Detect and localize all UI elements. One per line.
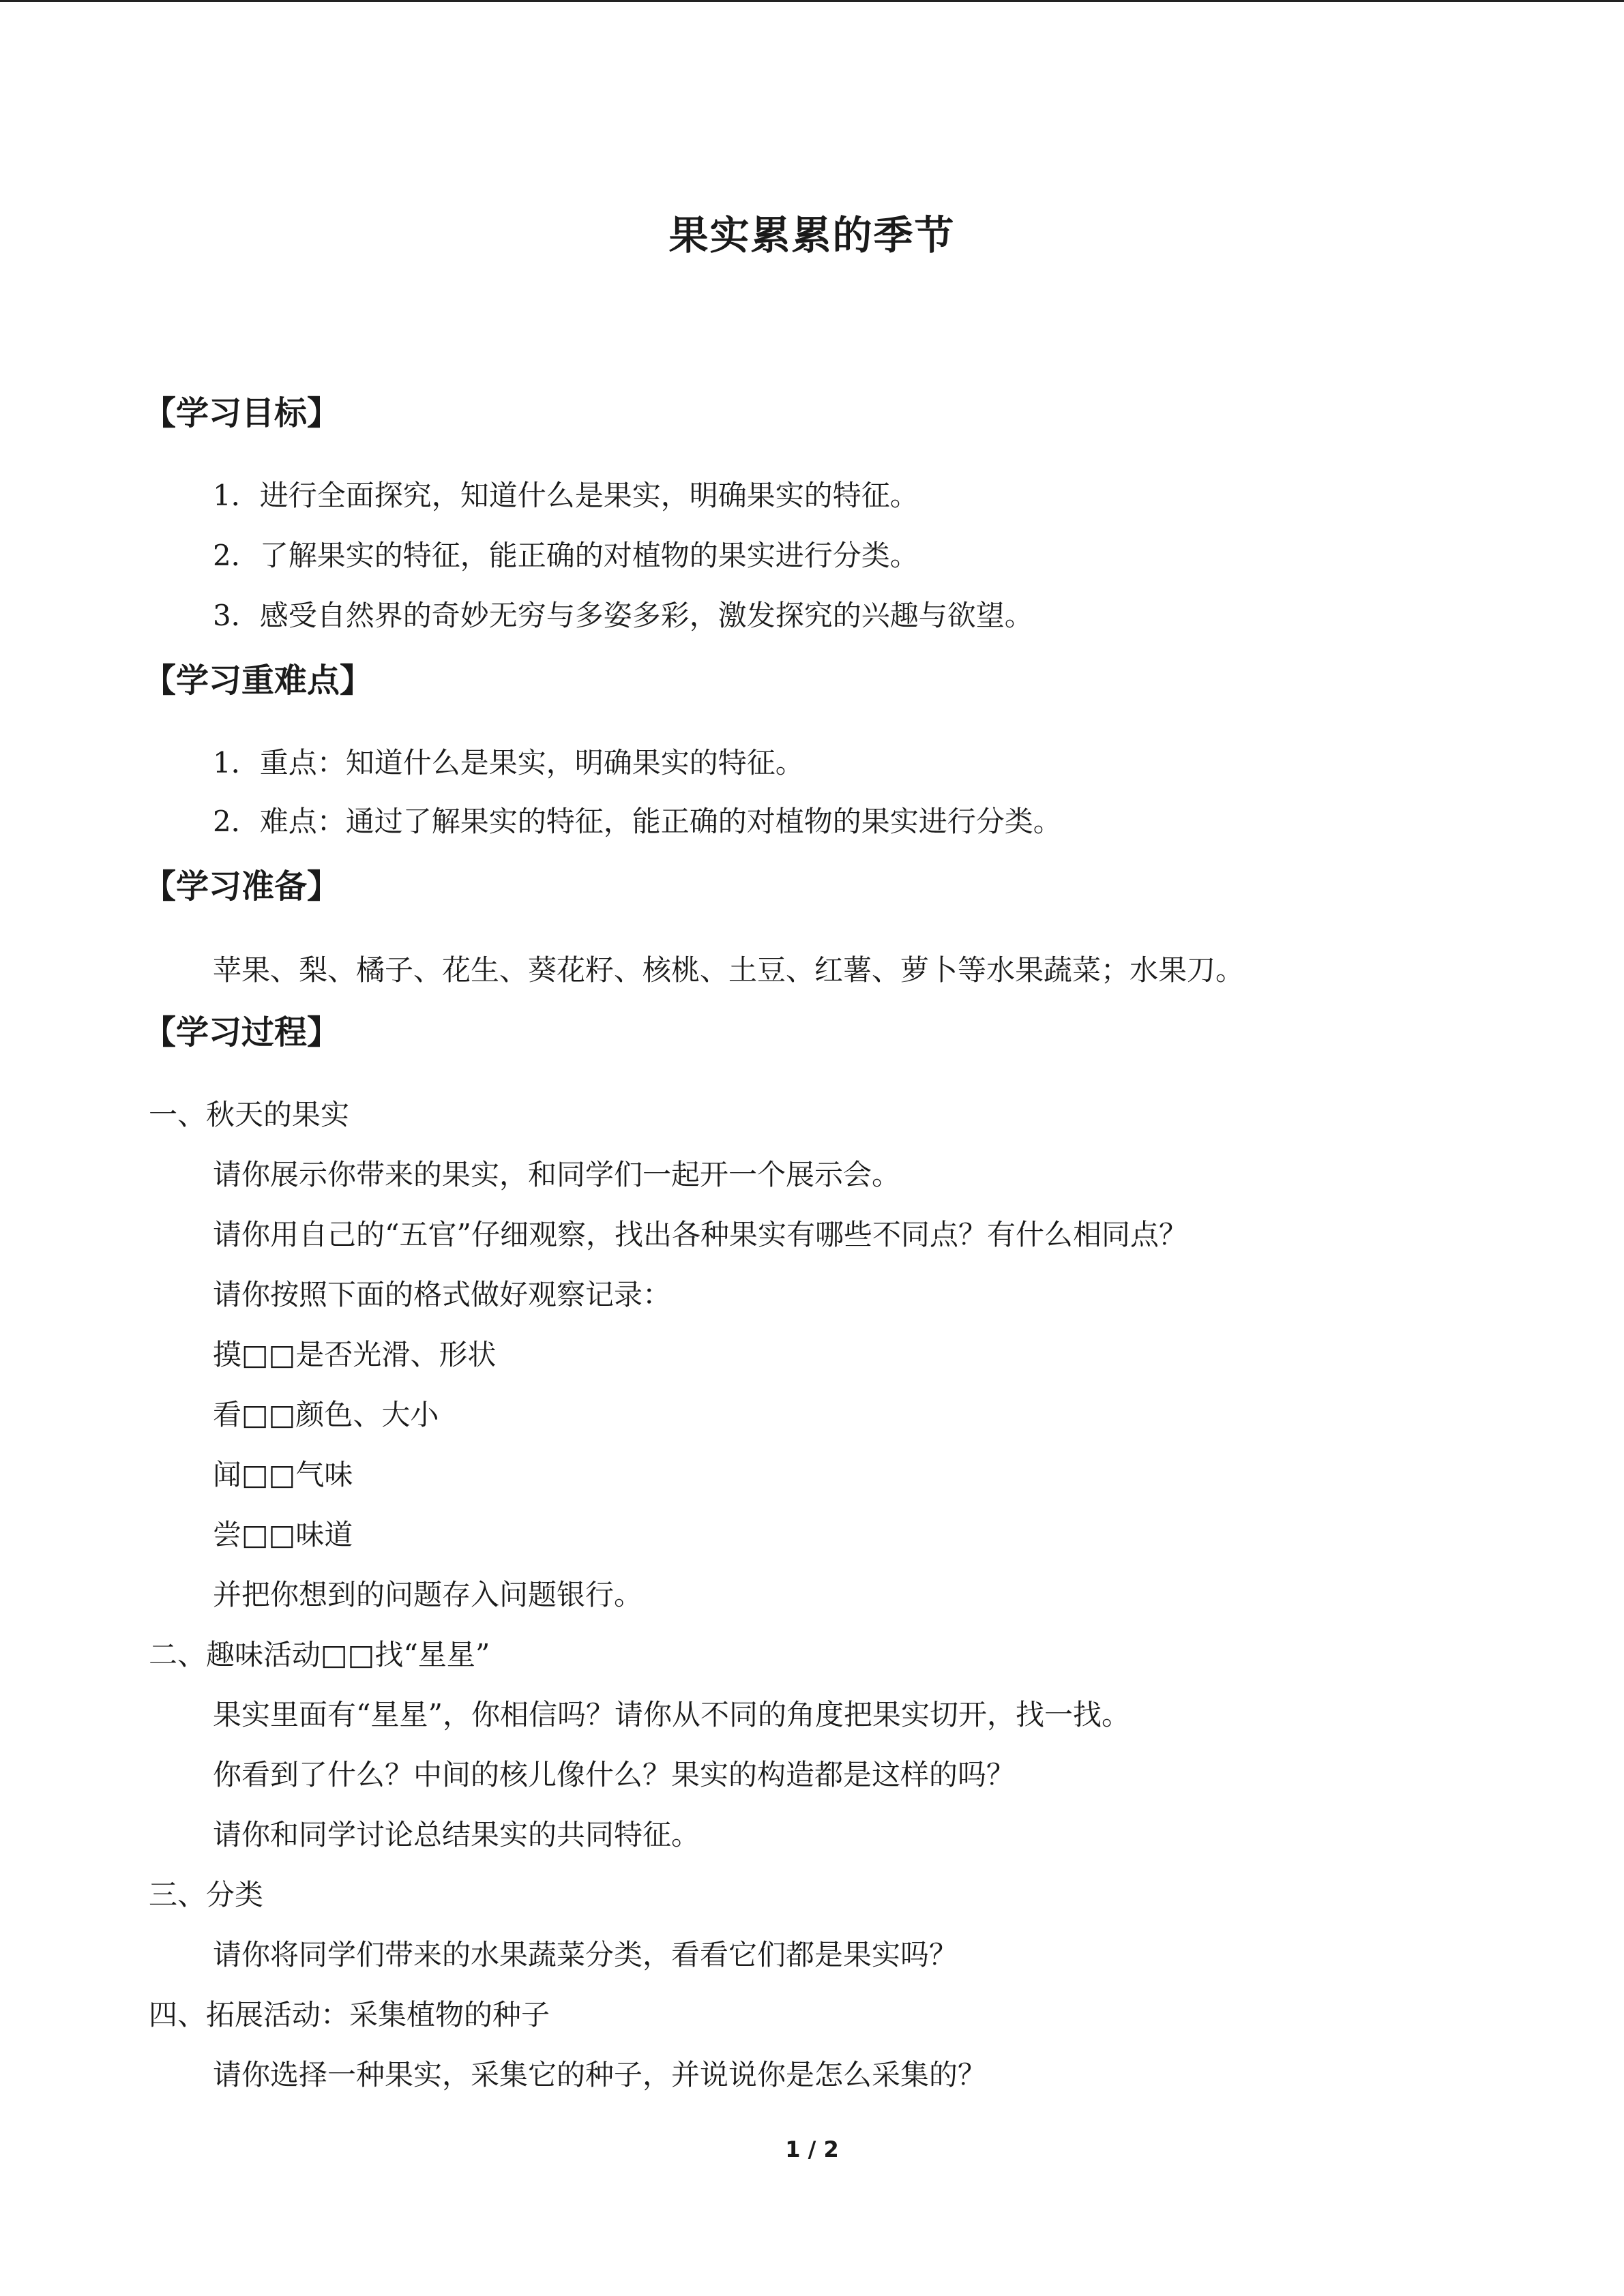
page-number: 1 / 2 [785,2136,839,2162]
section-2-line-2: 你看到了什么？中间的核儿像什么？果实的构造都是这样的吗？ [213,1758,1016,1791]
process-heading: 【学习过程】 [143,1013,340,1052]
preparation-text: 苹果、梨、橘子、花生、葵花籽、核桃、土豆、红薯、萝卜等水果蔬菜；水果刀。 [213,953,1245,987]
goals-heading: 【学习目标】 [143,394,340,432]
section-3-title: 三、分类 [149,1878,264,1911]
section-1-line-3: 请你按照下面的格式做好观察记录： [213,1278,672,1311]
section-1-line-7: 尝□□味道 [213,1518,353,1551]
key-points-heading: 【学习重难点】 [143,661,373,700]
section-3-line-1: 请你将同学们带来的水果蔬菜分类，看看它们都是果实吗？ [213,1938,958,1971]
section-2-line-1: 果实里面有“星星”，你相信吗？请你从不同的角度把果实切开，找一找。 [213,1698,1130,1731]
section-1-line-6: 闻□□气味 [213,1458,353,1491]
goal-item-1: 1．进行全面探究，知道什么是果实，明确果实的特征。 [213,479,919,512]
goal-item-3: 3．感受自然界的奇妙无穷与多姿多彩，激发探究的兴趣与欲望。 [213,599,1033,632]
section-4-title: 四、拓展活动：采集植物的种子 [149,1998,550,2031]
section-1-line-1: 请你展示你带来的果实，和同学们一起开一个展示会。 [213,1158,901,1191]
section-2-line-3: 请你和同学讨论总结果实的共同特征。 [213,1818,700,1851]
section-1-line-4: 摸□□是否光滑、形状 [213,1338,497,1371]
top-border [0,0,1624,2]
section-1-line-2: 请你用自己的“五官”仔细观察，找出各种果实有哪些不同点？有什么相同点？ [213,1218,1187,1251]
key-point-item-1: 1．重点：知道什么是果实，明确果实的特征。 [213,746,804,779]
section-1-line-8: 并把你想到的问题存入问题银行。 [213,1578,643,1611]
section-4-line-1: 请你选择一种果实，采集它的种子，并说说你是怎么采集的？ [213,2058,987,2091]
page-title: 果实累累的季节 [668,212,956,258]
section-2-title: 二、趣味活动□□找“星星” [149,1638,490,1671]
goal-item-2: 2．了解果实的特征，能正确的对植物的果实进行分类。 [213,539,919,572]
key-point-item-2: 2．难点：通过了解果实的特征，能正确的对植物的果实进行分类。 [213,805,1062,838]
preparation-heading: 【学习准备】 [143,867,340,906]
section-1-title: 一、秋天的果实 [149,1098,350,1131]
section-1-line-5: 看□□颜色、大小 [213,1398,439,1431]
